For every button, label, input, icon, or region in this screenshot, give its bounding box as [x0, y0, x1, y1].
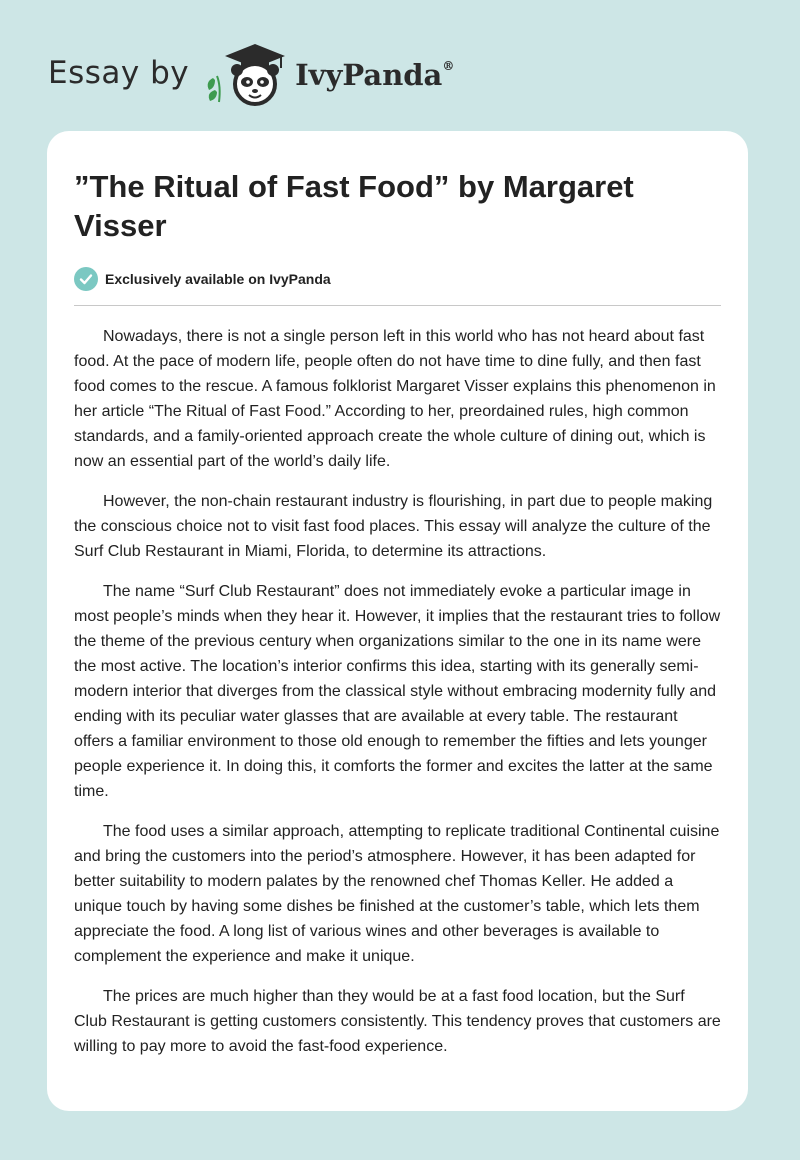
- exclusive-badge-label: Exclusively available on IvyPanda: [105, 271, 331, 287]
- paragraph: The food uses a similar approach, attempting to replicate traditional Continental cuisine and bring the customers into the period’s atmosphere. However, it has been adapted for better suitability to modern palates by the renowned chef Thomas Keller. He added a unique touch by having some dishes be finished at the customer’s table, which lets them appreciate the food. A long list of various wines and other beverages is available to complement the experience and make it unique.: [74, 823, 720, 965]
- exclusive-badge: [74, 267, 721, 306]
- paragraph: Nowadays, there is not a single person left in this world who has not heard about fast food. At the pace of modern life, people often do not have time to dine fully, and then fast food comes to the rescue. A famous folklorist Margaret Visser explains this phenomenon in her article “The Ritual of Fast Food.” According to her, preordained rules, high common standards, and a family-oriented approach create the whole culture of dining out, which is now an essential part of the world’s daily life.: [74, 328, 716, 470]
- brand-name[interactable]: IvyPanda®: [295, 58, 455, 92]
- site-header: [48, 38, 454, 108]
- essay-by-label: Essay by: [48, 55, 190, 91]
- trademark-symbol: ®: [442, 59, 455, 74]
- paragraph: The prices are much higher than they would be at a fast food location, but the Surf Club Restaurant is getting customers consistently. This tendency proves that customers are willing to pay more to avoid the fast-food experience.: [74, 988, 721, 1055]
- essay-body: [74, 324, 721, 1059]
- paragraph: However, the non-chain restaurant industry is flourishing, in part due to people making the conscious choice not to visit fast food places. This essay will analyze the culture of the Surf Club Restaurant in Miami, Florida, to determine its attractions.: [74, 493, 713, 560]
- panda-logo-icon[interactable]: [203, 38, 289, 108]
- essay-card: [47, 131, 748, 1111]
- check-icon: [74, 267, 98, 291]
- page-title: ”The Ritual of Fast Food” by Margaret Visser: [74, 169, 634, 243]
- paragraph: The name “Surf Club Restaurant” does not immediately evoke a particular image in most people’s minds when they hear it. However, it implies that the restaurant tries to follow the theme of the previous century when organizations similar to the one in its name were the most active. The location’s interior confirms this idea, starting with its generally semi-modern interior that diverges from the classical style without embracing modernity fully and ending with its peculiar water glasses that are available at every table. The restaurant offers a familiar environment to those old enough to remember the fifties and lets younger people experience it. In doing this, it comforts the former and excites the latter at the same time.: [74, 583, 721, 800]
